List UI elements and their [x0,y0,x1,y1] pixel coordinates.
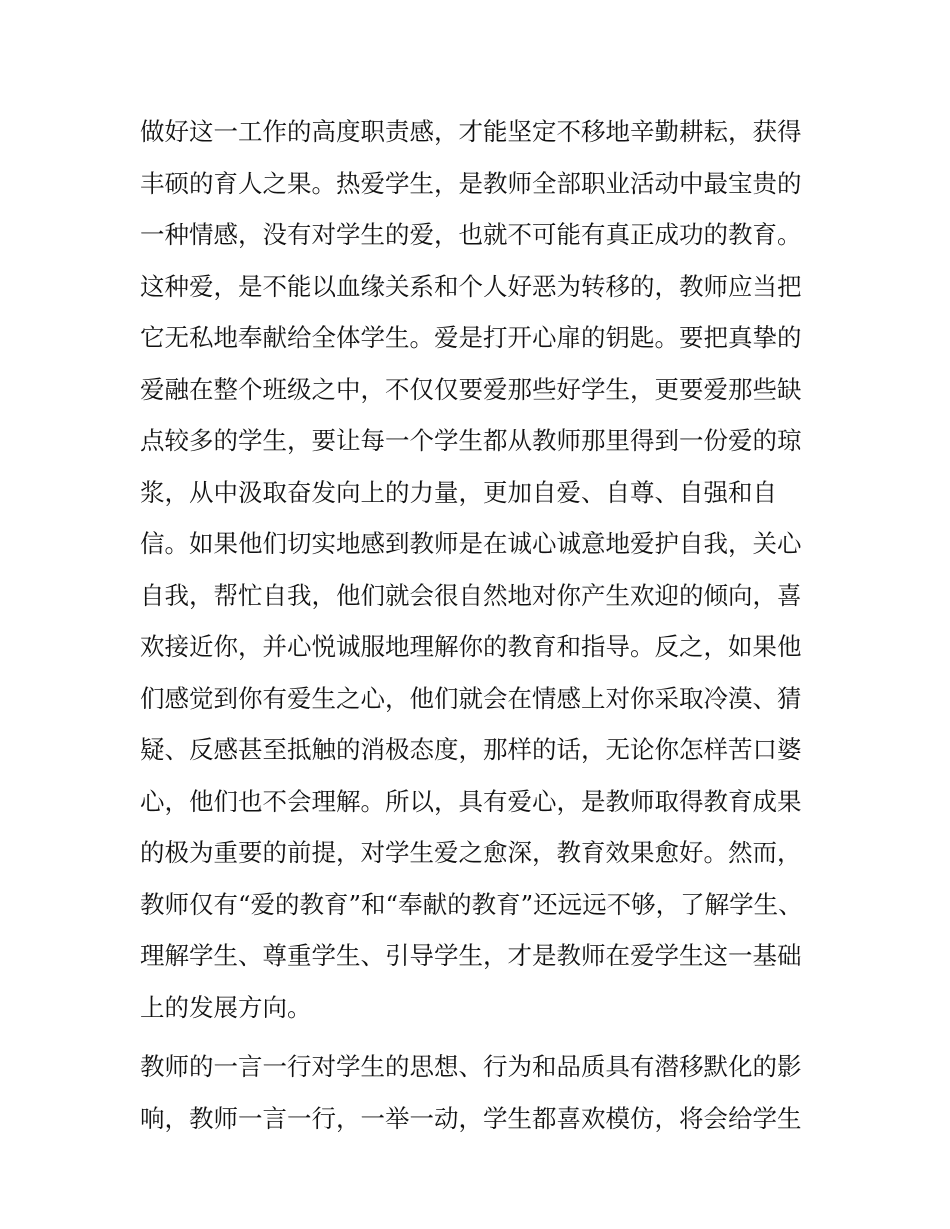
text-line: 欢接近你，并心悦诚服地理解你的教育和指导。反之，如果他 [140,632,802,661]
text-line: 浆，从中汲取奋发向上的力量，更加自爱、自尊、自强和自 [140,477,777,507]
text-line: 教师仅有“爱的教育”和“奉献的教育”还远远不够，了解学生、 [140,889,803,919]
text-line: 响，教师一言一行，一举一动，学生都喜欢模仿，将会给学生 [140,1103,802,1133]
text-line: 做好这一工作的高度职责感，才能坚定不移地辛勤耕耘，获得 [140,117,802,146]
text-line: 爱融在整个班级之中，不仅仅要爱那些好学生，更要爱那些缺 [140,374,802,404]
text-line: 上的发展方向。 [140,992,312,1022]
text-line: 它无私地奉献给全体学生。爱是打开心扉的钥匙。要把真挚的 [140,323,802,352]
text-line: 信。如果他们切实地感到教师是在诚心诚意地爱护自我，关心 [140,529,802,558]
text-line: 一种情感，没有对学生的爱，也就不可能有真正成功的教育。 [140,220,802,249]
text-line: 的极为重要的前提，对学生爱之愈深，教育效果愈好。然而， [140,838,802,867]
text-line: 点较多的学生，要让每一个学生都从教师那里得到一份爱的琼 [140,426,802,455]
text-line: 疑、反感甚至抵触的消极态度，那样的话，无论你怎样苦口婆 [140,735,802,764]
text-line: 自我，帮忙自我，他们就会很自然地对你产生欢迎的倾向，喜 [140,580,802,610]
text-line: 教师的一言一行对学生的思想、行为和品质具有潜移默化的影 [140,1052,802,1081]
document-body [140,106,820,1144]
paragraph-2 [140,1041,820,1144]
text-line: 这种爱，是不能以血缘关系和个人好恶为转移的，教师应当把 [140,271,802,301]
text-line: 丰硕的育人之果。热爱学生，是教师全部职业活动中最宝贵的 [140,168,802,198]
paragraph-1 [140,106,820,1033]
text-line: 心，他们也不会理解。所以，具有爱心，是教师取得教育成果 [140,786,802,816]
text-line: 理解学生、尊重学生、引导学生，才是教师在爱学生这一基础 [140,941,802,970]
paragraph-spacer [140,1033,820,1041]
text-line: 们感觉到你有爱生之心，他们就会在情感上对你采取冷漠、猜 [140,683,802,713]
